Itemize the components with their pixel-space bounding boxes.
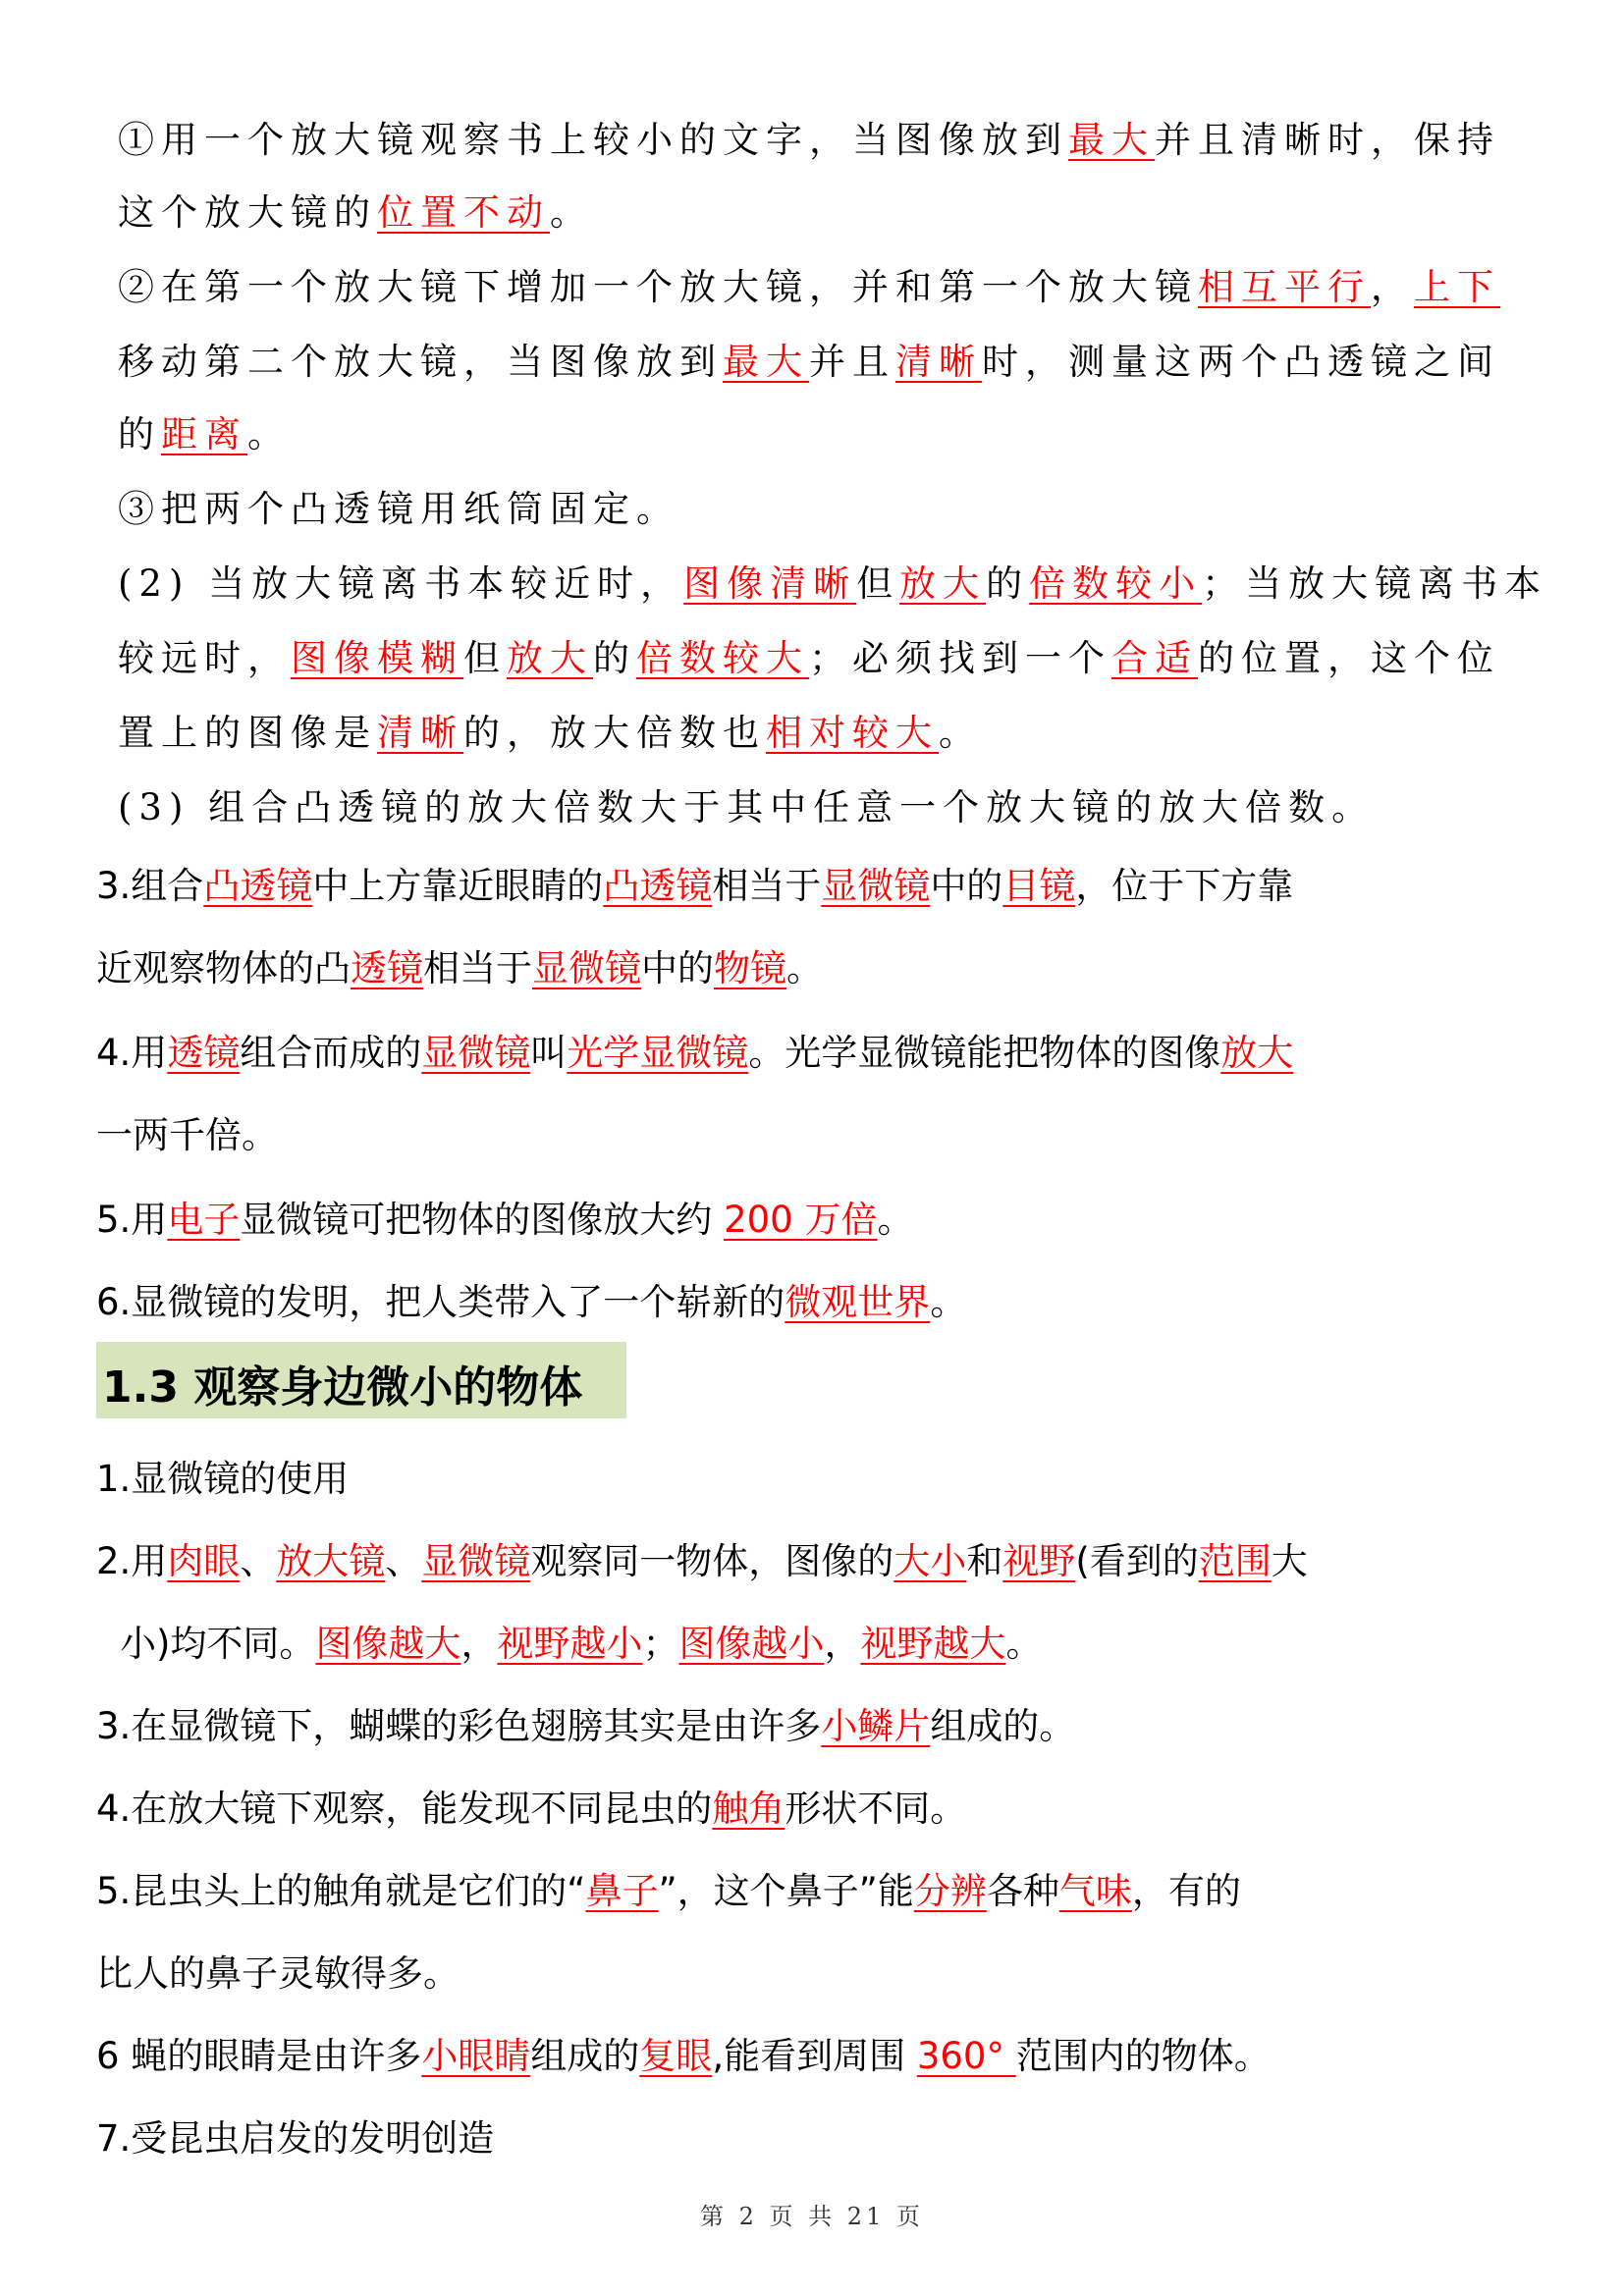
text-segment: ,能看到周围 <box>712 2035 917 2077</box>
step2-line2 <box>118 332 1500 385</box>
answer-highlight: 气味 <box>1058 1870 1132 1912</box>
item4-line2 <box>96 1105 278 1158</box>
bottom-item1-line1 <box>96 1449 349 1502</box>
text-segment: 但 <box>856 562 900 605</box>
page-number-footer: 第 2 页 共 21 页 <box>700 2203 924 2230</box>
answer-highlight: 相互平行 <box>1198 266 1371 308</box>
text-segment: 3.在显微镜下，蝴蝶的彩色翅膀其实是由许多 <box>96 1705 822 1747</box>
answer-highlight: 200 万倍 <box>724 1199 878 1241</box>
text-segment: 6 蝇的眼睛是由许多 <box>96 2035 422 2077</box>
bottom-item5-line1 <box>96 1861 1241 1914</box>
answer-highlight: 合适 <box>1111 637 1198 679</box>
answer-highlight: 放大镜 <box>276 1540 386 1582</box>
answer-highlight: 360° <box>916 2035 1016 2077</box>
text-segment: ；当放大镜离书本 <box>1202 562 1548 605</box>
text-segment: 形状不同。 <box>785 1788 967 1830</box>
answer-highlight: 相对较大 <box>766 712 939 754</box>
answer-highlight: 放大 <box>899 562 987 605</box>
text-segment: ②在第一个放大镜下增加一个放大镜，并和第一个放大镜 <box>118 266 1198 308</box>
text-segment: 置上的图像是 <box>118 712 377 754</box>
bottom-item6-line1 <box>96 2026 1271 2079</box>
answer-highlight: 分辨 <box>913 1870 987 1912</box>
text-segment: 的 <box>593 637 636 679</box>
bottom-item4-line1 <box>96 1779 966 1832</box>
text-segment: 的，放大倍数也 <box>463 712 766 754</box>
answer-highlight: 范围 <box>1198 1540 1272 1582</box>
text-segment: 5.用 <box>96 1199 168 1241</box>
answer-highlight: 肉眼 <box>167 1540 241 1582</box>
answer-highlight: 视野越小 <box>497 1623 643 1665</box>
text-segment: 组成的 <box>530 2035 640 2077</box>
text-segment: 。 <box>247 413 291 455</box>
text-segment: 比人的鼻子灵敏得多。 <box>96 1952 460 1995</box>
text-segment: 、 <box>385 1540 422 1582</box>
text-segment: 2.用 <box>96 1540 168 1582</box>
answer-highlight: 清晰 <box>377 712 463 754</box>
answer-highlight: 凸透镜 <box>603 865 713 907</box>
paragraph3-line1 <box>118 777 1375 830</box>
text-segment: 3.组合 <box>96 865 204 907</box>
text-segment: 相当于 <box>712 865 822 907</box>
answer-highlight: 图像模糊 <box>291 637 463 679</box>
text-segment: (3) 组合凸透镜的放大倍数大于其中任意一个放大镜的放大倍数。 <box>118 786 1376 828</box>
step2-line1 <box>118 257 1500 310</box>
answer-highlight: 显微镜 <box>821 865 931 907</box>
answer-highlight: 触角 <box>712 1788 785 1830</box>
step3-line1 <box>118 479 679 532</box>
text-segment: 中上方靠近眼睛的 <box>312 865 604 907</box>
item6-line1 <box>96 1272 966 1325</box>
text-segment: ，有的 <box>1131 1870 1241 1912</box>
item5-line1 <box>96 1190 913 1243</box>
answer-highlight: 光学显微镜 <box>567 1032 749 1074</box>
answer-highlight: 倍数较小 <box>1029 562 1203 605</box>
item3-line2 <box>96 938 823 991</box>
text-segment: ③把两个凸透镜用纸筒固定。 <box>118 488 679 530</box>
text-segment: 这个放大镜的 <box>118 191 377 234</box>
answer-highlight: 大小 <box>893 1540 967 1582</box>
text-segment: 、 <box>240 1540 277 1582</box>
bottom-item3-line1 <box>96 1696 1075 1749</box>
text-segment: ， <box>460 1623 498 1665</box>
answer-highlight: 小眼睛 <box>421 2035 531 2077</box>
answer-highlight: 清晰 <box>895 341 982 383</box>
answer-highlight: 放大 <box>507 637 593 679</box>
text-segment: 组合而成的 <box>240 1032 422 1074</box>
text-segment: 相当于 <box>423 947 532 989</box>
text-segment: ①用一个放大镜观察书上较小的文字，当图像放到 <box>118 119 1068 161</box>
bottom-item7-line1 <box>96 2109 494 2162</box>
answer-highlight: 复眼 <box>639 2035 713 2077</box>
text-segment: 。光学显微镜能把物体的图像 <box>748 1032 1221 1074</box>
answer-highlight: 透镜 <box>351 947 423 989</box>
text-segment: 中的 <box>930 865 1003 907</box>
answer-highlight: 透镜 <box>167 1032 241 1074</box>
text-segment: ”，这个鼻子”能 <box>658 1870 914 1912</box>
text-segment: (看到的 <box>1075 1540 1199 1582</box>
text-segment: 组成的。 <box>930 1705 1076 1747</box>
answer-highlight: 视野 <box>1002 1540 1076 1582</box>
text-segment: ， <box>824 1623 861 1665</box>
bottom-item2-line2 <box>120 1614 1042 1667</box>
step1-line1 <box>118 110 1500 163</box>
answer-highlight: 物镜 <box>714 947 786 989</box>
answer-highlight: 凸透镜 <box>203 865 313 907</box>
answer-highlight: 小鳞片 <box>821 1705 931 1747</box>
answer-highlight: 显微镜 <box>532 947 641 989</box>
answer-highlight: 上下 <box>1414 266 1500 308</box>
text-segment: 4.用 <box>96 1032 168 1074</box>
text-segment: 。 <box>786 947 823 989</box>
paragraph2-line1 <box>118 554 1547 607</box>
text-segment: 一两千倍。 <box>96 1114 278 1156</box>
answer-highlight: 倍数较大 <box>636 637 809 679</box>
answer-highlight: 电子 <box>167 1199 241 1241</box>
step1-line2 <box>118 183 593 236</box>
text-segment: 的 <box>986 562 1030 605</box>
text-segment: 显微镜可把物体的图像放大约 <box>240 1199 725 1241</box>
answer-highlight: 显微镜 <box>421 1032 531 1074</box>
text-segment: 5.昆虫头上的触角就是它们的“ <box>96 1870 586 1912</box>
answer-highlight: 目镜 <box>1002 865 1076 907</box>
text-segment: 。 <box>550 191 593 234</box>
text-segment: 观察同一物体，图像的 <box>530 1540 894 1582</box>
text-segment: 并且 <box>809 341 895 383</box>
text-segment: 并且清晰时，保持 <box>1155 119 1500 161</box>
text-segment: 。 <box>1005 1623 1043 1665</box>
text-segment: 近观察物体的凸 <box>96 947 351 989</box>
answer-highlight: 微观世界 <box>785 1281 931 1323</box>
answer-highlight: 最大 <box>1068 119 1155 161</box>
bottom-item2-line1 <box>96 1531 1308 1584</box>
text-segment: 。 <box>930 1281 967 1323</box>
answer-highlight: 距离 <box>161 413 247 455</box>
text-segment: 的 <box>118 413 161 455</box>
item4-line1 <box>96 1023 1293 1076</box>
section-heading-title: 1.3 观察身边微小的物体 <box>102 1362 583 1413</box>
text-segment: ； <box>642 1623 679 1665</box>
text-segment: 各种 <box>986 1870 1059 1912</box>
answer-highlight: 位置不动 <box>377 191 550 234</box>
text-segment: ， <box>1371 266 1414 308</box>
paragraph2-line2 <box>118 628 1500 681</box>
text-segment: ，位于下方靠 <box>1075 865 1294 907</box>
text-segment: 1.显微镜的使用 <box>96 1458 350 1500</box>
text-segment: 。 <box>877 1199 914 1241</box>
text-segment: 移动第二个放大镜，当图像放到 <box>118 341 723 383</box>
answer-highlight: 视野越大 <box>860 1623 1006 1665</box>
text-segment: 和 <box>966 1540 1003 1582</box>
answer-highlight: 图像越小 <box>678 1623 825 1665</box>
text-segment: 6.显微镜的发明，把人类带入了一个崭新的 <box>96 1281 785 1323</box>
section-heading <box>96 1342 626 1418</box>
answer-highlight: 放大 <box>1220 1032 1294 1074</box>
text-segment: 较远时， <box>118 637 291 679</box>
text-segment: 小)均不同。 <box>120 1623 316 1665</box>
text-segment: 时，测量这两个凸透镜之间 <box>982 341 1500 383</box>
text-segment: 4.在放大镜下观察，能发现不同昆虫的 <box>96 1788 713 1830</box>
bottom-item5-line2 <box>96 1944 460 1997</box>
text-segment: (2) 当放大镜离书本较近时， <box>118 562 684 605</box>
answer-highlight: 图像清晰 <box>683 562 857 605</box>
text-segment: 。 <box>939 712 982 754</box>
answer-highlight: 图像越大 <box>315 1623 461 1665</box>
text-segment: 中的 <box>641 947 714 989</box>
step2-line3 <box>118 404 291 457</box>
answer-highlight: 鼻子 <box>585 1870 659 1912</box>
item3-line1 <box>96 856 1293 909</box>
text-segment: 叫 <box>530 1032 568 1074</box>
answer-highlight: 最大 <box>723 341 809 383</box>
text-segment: 7.受昆虫启发的发明创造 <box>96 2117 495 2160</box>
text-segment: 的位置，这个位 <box>1198 637 1500 679</box>
paragraph2-line3 <box>118 703 982 756</box>
text-segment: 但 <box>463 637 507 679</box>
answer-highlight: 显微镜 <box>421 1540 531 1582</box>
text-segment: 范围内的物体。 <box>1015 2035 1271 2077</box>
text-segment: 大 <box>1271 1540 1308 1582</box>
text-segment: ；必须找到一个 <box>809 637 1111 679</box>
